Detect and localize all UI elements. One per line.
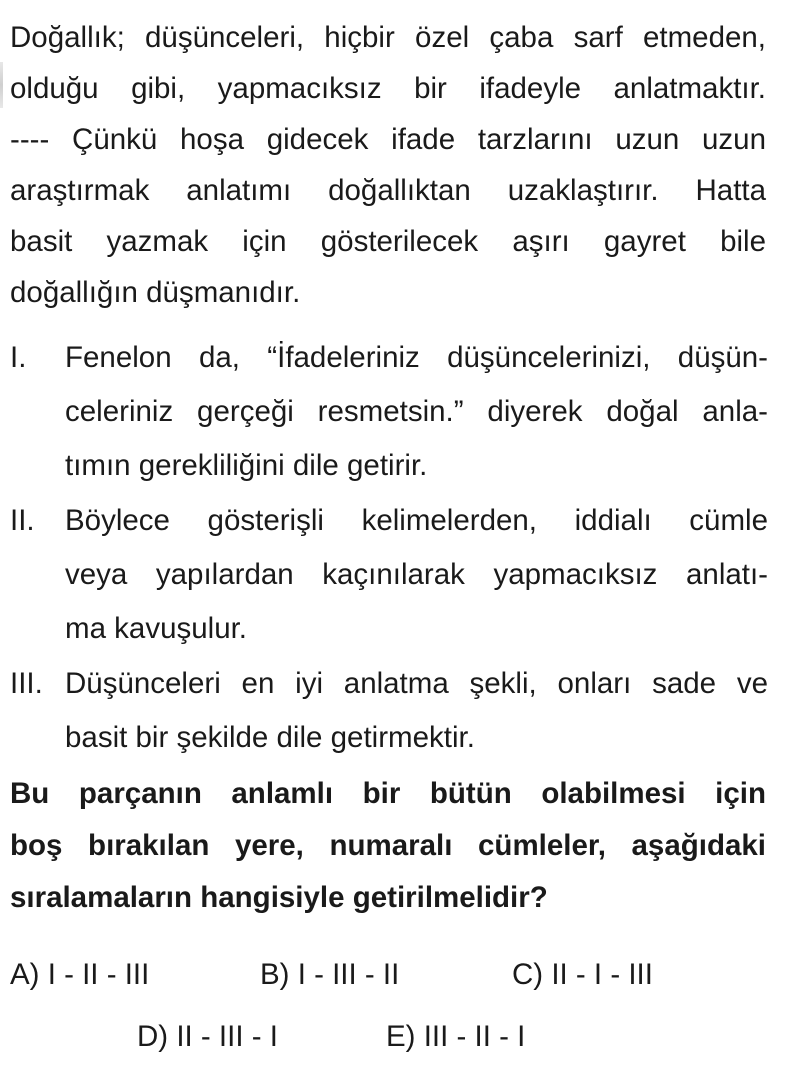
sentence-number: II. bbox=[10, 504, 35, 537]
passage-line: basit yazmak için gösterilecek aşırı gayret bile bbox=[10, 225, 766, 258]
option-a[interactable]: A) I - II - III bbox=[10, 958, 150, 991]
sentence-line: Fenelon da, “İfadeleriniz düşüncelerinizi, düşün- bbox=[65, 341, 768, 374]
question-line: Bu parçanın anlamlı bir bütün olabilmesi için bbox=[10, 777, 766, 810]
passage-line: olduğu gibi, yapmacıksız bir ifadeyle anlatmaktır. bbox=[10, 72, 766, 105]
sentence-line: ma kavuşulur. bbox=[65, 612, 247, 645]
passage-line: doğallığın düşmanıdır. bbox=[10, 276, 301, 309]
sentence-line: celeriniz gerçeği resmetsin.” diyerek doğal anla- bbox=[65, 395, 768, 428]
sentence-line: basit bir şekilde dile getirmektir. bbox=[65, 721, 475, 754]
sentence-number: III. bbox=[10, 667, 43, 700]
option-e[interactable]: E) III - II - I bbox=[386, 1020, 526, 1053]
passage-line: araştırmak anlatımı doğallıktan uzaklaştırır. Hatta bbox=[10, 174, 766, 207]
option-b[interactable]: B) I - III - II bbox=[260, 958, 400, 991]
sentence-number: I. bbox=[10, 341, 27, 374]
option-c[interactable]: C) II - I - III bbox=[512, 958, 653, 991]
question-line: boş bırakılan yere, numaralı cümleler, aşağıdaki bbox=[10, 829, 766, 862]
scan-edge-mark bbox=[0, 62, 3, 108]
sentence-line: tımın gerekliliğini dile getirir. bbox=[65, 449, 428, 482]
sentence-line: veya yapılardan kaçınılarak yapmacıksız anlatı- bbox=[65, 558, 768, 591]
passage bbox=[10, 12, 766, 318]
sentence-line: Düşünceleri en iyi anlatma şekli, onları sade ve bbox=[65, 667, 768, 700]
question-line: sıralamaların hangisiyle getirilmelidir? bbox=[10, 881, 548, 914]
sentence-line: Böylece gösterişli kelimelerden, iddialı cümle bbox=[65, 504, 768, 537]
passage-line: Doğallık; düşünceleri, hiçbir özel çaba sarf etmeden, bbox=[10, 21, 766, 54]
passage-line: ---- Çünkü hoşa gidecek ifade tarzlarını uzun uzun bbox=[10, 123, 766, 156]
question-stem bbox=[10, 768, 766, 924]
option-d[interactable]: D) II - III - I bbox=[137, 1020, 278, 1053]
